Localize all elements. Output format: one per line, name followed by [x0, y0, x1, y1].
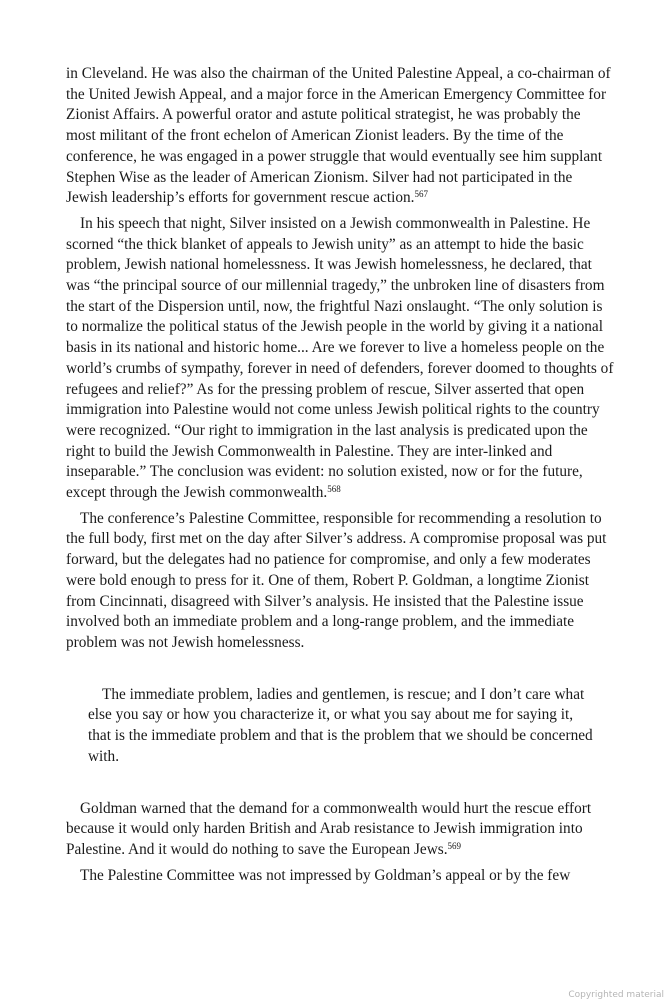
paragraph-5: The Palestine Committee was not impressed by Goldman’s appeal or by the few [80, 866, 571, 884]
footnote-ref-569: 569 [447, 840, 462, 851]
paragraph-2 [66, 214, 614, 504]
paragraph-1 [66, 64, 614, 209]
document-page [66, 64, 614, 886]
block-quote: The immediate problem, ladies and gentlemen, is rescue; and I don’t care what else you say or how you characterize it, or what you say about me for saying it, that is the immediate problem and that is the problem that we should be concerned with. [88, 685, 593, 765]
paragraph-1-text: in Cleveland. He was also the chairman of the United Palestine Appeal, a co-chairman of the United Jewish Appeal, and a major force in the American Emergency Committee for Zionist Affairs. A powerful orator and astute political strategist, he was probably the most militant of the front echelon of American Zionist leaders. By the time of the conference, he was engaged in a power struggle that would eventually see him supplant Stephen Wise as the leader of American Zionism. Silver had not participated in the Jewish leadership’s efforts for government rescue action. [66, 65, 611, 207]
footnote-ref-568: 568 [327, 484, 341, 495]
paragraph-4-text: Goldman warned that the demand for a commonwealth would hurt the rescue effort because it would only harden British and Arab resistance to Jewish immigration into Palestine. And it would do nothing to save the European Jews. [66, 799, 592, 858]
footnote-ref-567: 567 [414, 189, 428, 200]
paragraph-4 [66, 799, 614, 861]
copyright-watermark: Copyrighted material [568, 990, 664, 1000]
paragraph-3: The conference’s Palestine Committee, responsible for recommending a resolution to the full body, first met on the day after Silver’s address. A compromise proposal was put forward, but the delegates had no patience for compromise, and only a few moderates were bold enough to press for it. One of them, Robert P. Goldman, a longtime Zionist from Cincinnati, disagreed with Silver’s analysis. He insisted that the Palestine issue involved both an immediate problem and a long-range problem, and the immediate problem was not Jewish homelessness. [66, 509, 607, 651]
paragraph-2-text: In his speech that night, Silver insisted on a Jewish commonwealth in Palestine. He scorned “the thick blanket of appeals to Jewish unity” as an attempt to hide the basic problem, Jewish national homelessness. It was Jewish homelessness, he declared, that was “the principal source of our millennial tragedy,” the unbroken line of disasters from the start of the Dispersion until, now, the frightful Nazi onslaught. “The only solution is to normalize the political status of the Jewish people in the world by giving it a national basis in its national and historic home... Are we forever to live a homeless people on the world’s crumbs of sympathy, forever in need of defenders, forever doomed to thoughts of refugees and relief?” As for the pressing problem of rescue, Silver asserted that open immigration into Palestine would not come unless Jewish political rights to the country were recognized. “Our right to immigration in the last analysis is predicated upon the right to build the Jewish Commonwealth in Palestine. They are inter-linked and inseparable.” The conclusion was evident: no solution existed, now or for the future, except through the Jewish commonwealth. [66, 214, 614, 502]
